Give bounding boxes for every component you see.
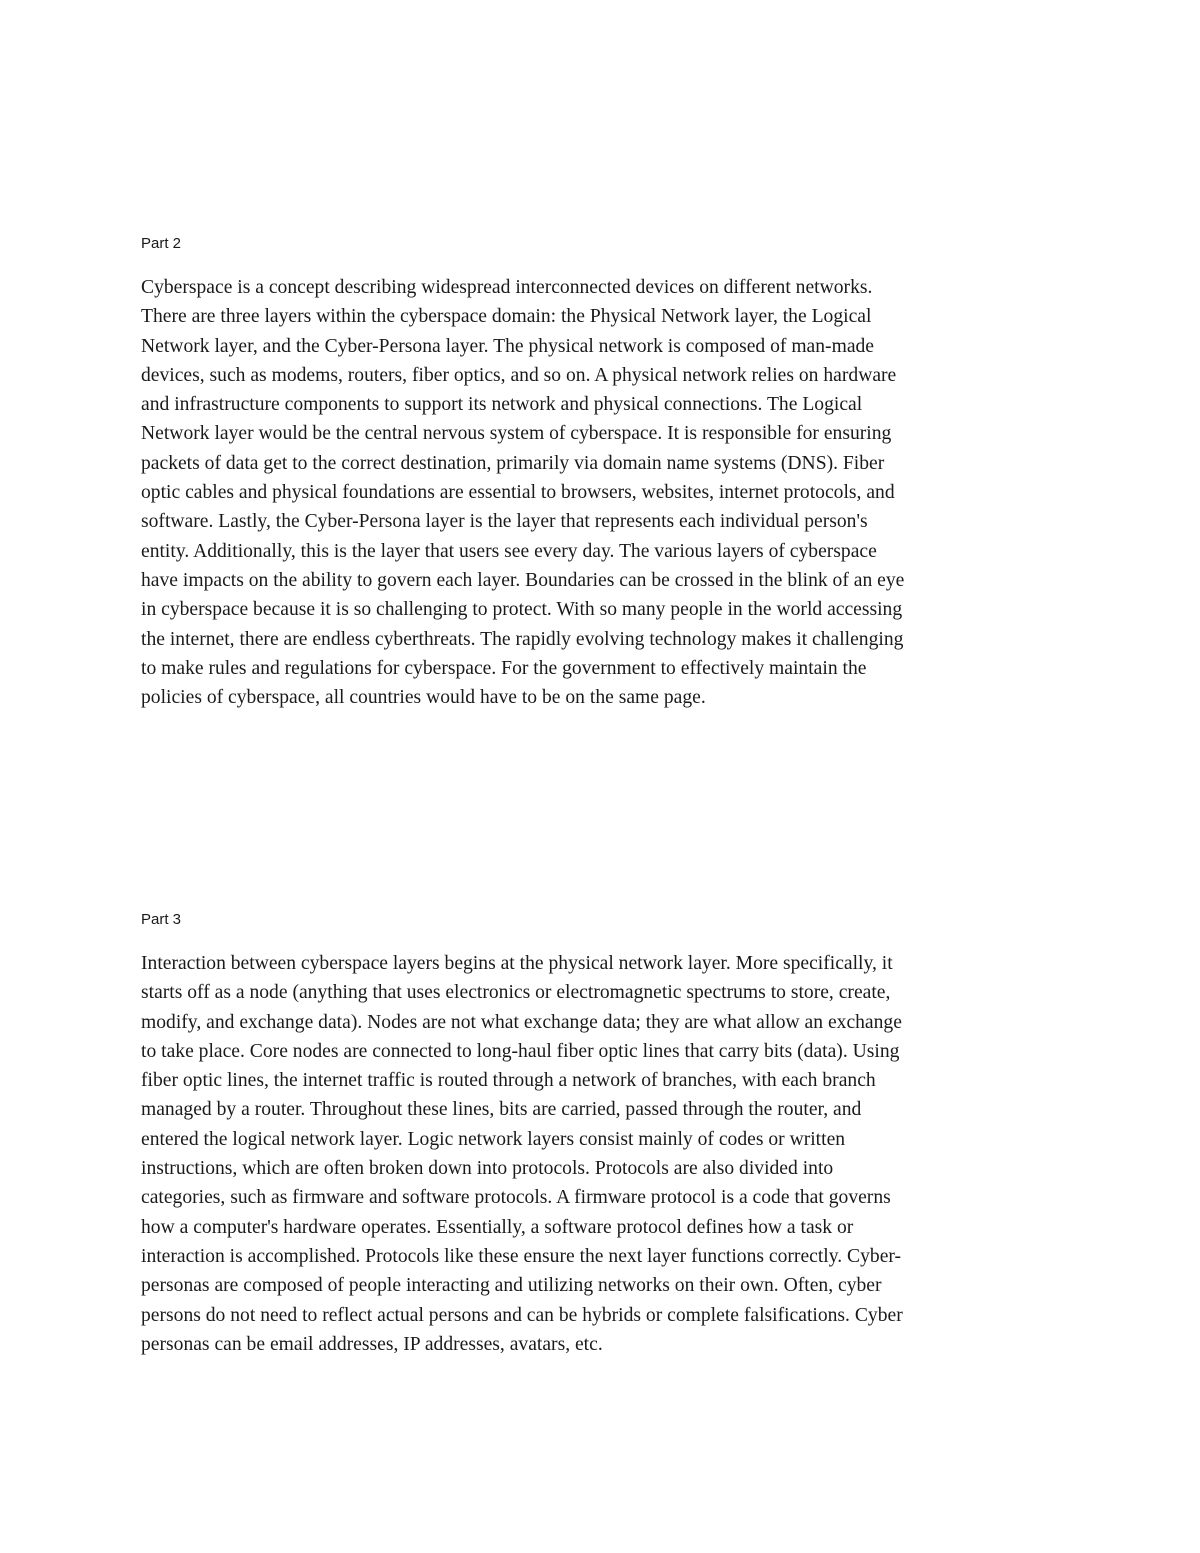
- text-line: interaction is accomplished. Protocols like these ensure the next layer functions correctly. Cyber-: [141, 1245, 902, 1267]
- text-line: software. Lastly, the Cyber-Persona layer is the layer that represents each individual person's: [141, 511, 868, 533]
- text-line: devices, such as modems, routers, fiber optics, and so on. A physical network relies on hardware: [141, 364, 897, 386]
- text-line: policies of cyberspace, all countries would have to be on the same page.: [141, 687, 706, 709]
- text-line: instructions, which are often broken down into protocols. Protocols are also divided into: [141, 1158, 834, 1180]
- text-line: to take place. Core nodes are connected to long-haul fiber optic lines that carry bits (data). Using: [141, 1040, 900, 1062]
- text-line: Network layer, and the Cyber-Persona layer. The physical network is composed of man-made: [141, 335, 875, 357]
- text-line: entity. Additionally, this is the layer that users see every day. The various layers of cyberspace: [141, 540, 877, 562]
- text-line: how a computer's hardware operates. Essentially, a software protocol defines how a task or: [141, 1216, 854, 1238]
- text-line: modify, and exchange data). Nodes are not what exchange data; they are what allow an exchange: [141, 1011, 902, 1033]
- text-line: Interaction between cyberspace layers begins at the physical network layer. More specifically, it: [141, 953, 893, 974]
- section-heading-part-2: Part 2: [141, 235, 182, 252]
- section-body-part-2: [141, 273, 1061, 712]
- section-body-part-3: [141, 949, 1061, 1359]
- text-line: categories, such as firmware and software protocols. A firmware protocol is a code that governs: [141, 1187, 891, 1209]
- text-line: personas can be email addresses, IP addresses, avatars, etc.: [141, 1333, 603, 1355]
- text-line: fiber optic lines, the internet traffic is routed through a network of branches, with each branch: [141, 1070, 876, 1092]
- text-line: starts off as a node (anything that uses electronics or electromagnetic spectrums to store, create,: [141, 982, 891, 1004]
- text-line: in cyberspace because it is so challenging to protect. With so many people in the world accessing: [141, 599, 903, 621]
- text-line: Cyberspace is a concept describing widespread interconnected devices on different networks.: [141, 277, 873, 298]
- text-line: and infrastructure components to support its network and physical connections. The Logical: [141, 394, 863, 416]
- text-line: personas are composed of people interacting and utilizing networks on their own. Often, cyber: [141, 1275, 882, 1297]
- text-line: the internet, there are endless cyberthreats. The rapidly evolving technology makes it challenging: [141, 628, 904, 650]
- text-line: optic cables and physical foundations are essential to browsers, websites, internet protocols, and: [141, 482, 895, 504]
- section-heading-part-3: Part 3: [141, 911, 182, 928]
- text-line: There are three layers within the cyberspace domain: the Physical Network layer, the Logical: [141, 306, 872, 328]
- text-line: persons do not need to reflect actual persons and can be hybrids or complete falsifications. Cyber: [141, 1304, 903, 1326]
- text-line: entered the logical network layer. Logic network layers consist mainly of codes or written: [141, 1128, 846, 1150]
- text-line: Network layer would be the central nervous system of cyberspace. It is responsible for ensuring: [141, 423, 892, 445]
- text-line: packets of data get to the correct destination, primarily via domain name systems (DNS). Fiber: [141, 452, 885, 474]
- text-line: managed by a router. Throughout these lines, bits are carried, passed through the router, and: [141, 1099, 862, 1121]
- text-line: to make rules and regulations for cyberspace. For the government to effectively maintain the: [141, 657, 867, 679]
- text-line: have impacts on the ability to govern each layer. Boundaries can be crossed in the blink of an eye: [141, 569, 905, 591]
